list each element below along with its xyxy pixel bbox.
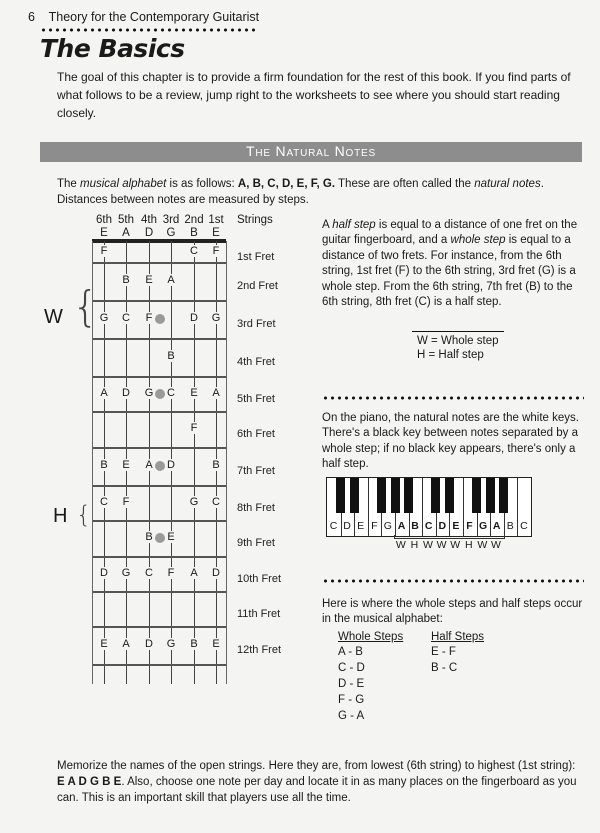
fret-note: G: [211, 312, 221, 324]
fret-note: E: [98, 638, 110, 650]
fret-note: A: [98, 387, 110, 399]
white-key-label: C: [329, 520, 338, 532]
strings-label: Strings: [237, 214, 273, 226]
fret-note: C: [98, 496, 110, 508]
fret-note: G: [166, 638, 176, 650]
running-title: Theory for the Contemporary Guitarist: [48, 10, 260, 24]
open-string-label: E: [212, 227, 220, 239]
fret-wire: [92, 556, 226, 558]
string-number-label: 1st: [208, 214, 224, 226]
black-key: [445, 478, 454, 513]
fret-label: 6th Fret: [237, 428, 275, 440]
fret-note: E: [143, 274, 155, 286]
fret-wire: [92, 411, 226, 413]
half-steps-header: Half Steps: [431, 631, 485, 643]
string-number-label: 3rd: [162, 214, 180, 226]
fret-wire: [92, 520, 226, 522]
fret-note: F: [210, 245, 222, 257]
step-label: W: [450, 539, 461, 551]
fret-note: B: [120, 274, 132, 286]
footer-paragraph: Memorize the names of the open strings. Here they are, from lowest (6th string) to highest (1st string): E A D G B E. Also, choose one note per day and locate it in as many places on the fingerboard as you can. This is an important skill that players use all the time.: [57, 760, 577, 804]
fret-note: D: [120, 387, 132, 399]
black-key: [350, 478, 359, 513]
section-title: The Natural Notes: [246, 143, 376, 159]
fret-label: 9th Fret: [237, 537, 275, 549]
fret-note: F: [98, 245, 110, 257]
white-key-label: D: [438, 520, 447, 532]
fret-note: B: [210, 459, 222, 471]
half-step-definition: A half step is equal to a distance of one fret on the guitar fingerboard, and a whole step is equal to a distance of two frets. For instance, from the 6th string, 1st fret (F) to the 6th string, 3rd fret (G) is a whole step. From the 6th string, 7th fret (B) to the 6th string, 8th fret (C) is a half step.: [322, 219, 578, 309]
page-number: 6: [28, 10, 35, 24]
open-string-label: B: [190, 227, 198, 239]
fretboard-edge-right: [226, 241, 227, 684]
white-key-label: G: [479, 520, 488, 532]
step-label: W: [436, 539, 447, 551]
step-label: W: [395, 539, 406, 551]
half-step-item: B - C: [431, 662, 458, 674]
steps-intro: Here is where the whole steps and half steps occur in the musical alphabet:: [322, 598, 583, 626]
piano-keyboard: [326, 477, 532, 537]
black-key: [486, 478, 495, 513]
fret-note: A: [165, 274, 177, 286]
fret-label: 4th Fret: [237, 356, 275, 368]
fret-note: C: [120, 312, 132, 324]
nut: [92, 239, 226, 243]
fret-label: 1st Fret: [237, 250, 275, 263]
whole-step-item: A - B: [338, 646, 363, 658]
fret-note: F: [120, 496, 132, 508]
fret-marker-dot: [155, 461, 165, 471]
step-label: W: [477, 539, 488, 551]
guitar-string: [194, 241, 195, 684]
fret-note: D: [143, 638, 155, 650]
string-number-label: 4th: [141, 214, 157, 226]
fret-marker-dot: [155, 389, 165, 399]
white-key-label: B: [506, 520, 514, 532]
fret-wire: [92, 338, 226, 340]
fret-wire: [92, 262, 226, 264]
white-key-label: E: [452, 520, 460, 532]
black-key: [499, 478, 508, 513]
fret-marker-dot: [155, 533, 165, 543]
fret-note: C: [165, 387, 177, 399]
steps-sentence: Distances between notes are measured by steps.: [57, 194, 309, 206]
fret-wire: [92, 591, 226, 593]
fret-wire: [92, 626, 226, 628]
step-label: H: [410, 539, 419, 551]
fret-note: G: [144, 386, 154, 399]
fret-note: A: [143, 459, 155, 471]
fret-wire: [92, 300, 226, 302]
black-key: [377, 478, 386, 513]
fret-note: A: [210, 387, 222, 399]
fret-note: G: [189, 495, 199, 508]
fret-note: E: [210, 638, 222, 650]
fret-note: C: [188, 245, 200, 257]
legend-whole: W = Whole step: [417, 335, 499, 347]
whole-step-item: F - G: [338, 694, 365, 706]
fret-wire: [92, 664, 226, 666]
black-key: [431, 478, 440, 513]
fret-note: G: [99, 312, 109, 324]
dotted-divider: [322, 396, 584, 400]
white-key-label: A: [492, 520, 501, 532]
whole-step-item: G - A: [338, 710, 365, 722]
fret-label: 8th Fret: [237, 501, 275, 514]
fret-note: B: [188, 638, 200, 650]
whole-steps-list: [338, 644, 365, 724]
whole-step-item: D - E: [338, 678, 365, 690]
fret-label: 11th Fret: [237, 607, 281, 620]
whole-step-brace: {: [72, 282, 99, 331]
white-key-label: A: [397, 520, 406, 532]
whole-steps-header: Whole Steps: [338, 631, 404, 643]
term-musical-alphabet: musical alphabet: [80, 178, 167, 190]
fret-note: D: [188, 312, 200, 324]
whole-step-item: C - D: [338, 662, 365, 674]
step-label: W: [423, 539, 433, 551]
open-string-label: G: [166, 227, 176, 239]
fret-label: 10th Fret: [237, 572, 282, 585]
fret-note: G: [121, 566, 131, 579]
fret-note: E: [188, 387, 200, 399]
open-strings-bold: E A D G B E: [57, 776, 122, 788]
white-key-label: E: [357, 520, 365, 532]
fret-note: D: [210, 567, 222, 579]
fret-note: F: [143, 312, 155, 324]
fret-note: A: [188, 567, 200, 579]
fret-note: B: [143, 531, 155, 543]
fret-label: 5th Fret: [237, 392, 275, 405]
open-string-label: D: [144, 227, 154, 239]
piano-paragraph: On the piano, the natural notes are the white keys. There's a black key between notes separated by a whole step; if no black key appears, there's only a half step.: [322, 412, 579, 471]
fret-label: 12th Fret: [237, 644, 282, 656]
fret-note: F: [188, 422, 200, 434]
black-key: [336, 478, 345, 513]
white-key-label: G: [383, 520, 392, 532]
legend-half: H = Half step: [417, 349, 484, 361]
fret-note: F: [165, 567, 177, 579]
step-label: W: [491, 539, 501, 551]
white-key-label: B: [411, 520, 419, 532]
string-number-label: 5th: [118, 214, 134, 226]
black-key: [404, 478, 413, 513]
fret-label: 7th Fret: [237, 465, 275, 477]
fret-note: B: [165, 350, 177, 362]
fret-note: C: [143, 567, 155, 579]
half-step-item: E - F: [431, 646, 456, 658]
intro-paragraph: The goal of this chapter is to provide a firm foundation for the rest of this book. If you find parts of what follows to be a review, jump right to the worksheets to see where you should start reading closely.: [57, 70, 571, 120]
half-steps-list: [431, 644, 457, 676]
half-step-brace: {: [76, 501, 92, 529]
black-key: [391, 478, 400, 513]
fret-note: B: [98, 459, 110, 471]
whole-step-marker: W: [44, 306, 63, 328]
white-key-label: F: [371, 520, 378, 532]
fret-marker-dot: [155, 314, 165, 324]
term-natural-notes: natural notes: [474, 178, 541, 190]
fret-wire: [92, 485, 226, 487]
fret-note: E: [165, 531, 177, 543]
highlight-bracket: [394, 535, 505, 539]
fret-note: C: [210, 496, 222, 508]
fret-wire: [92, 376, 226, 378]
step-label: H: [465, 539, 473, 551]
white-key-label: C: [424, 520, 433, 532]
open-string-label: E: [100, 227, 108, 239]
fret-note: A: [120, 638, 132, 650]
fret-label: 3rd Fret: [237, 318, 276, 330]
legend-rule: [412, 331, 504, 332]
fret-note: D: [98, 567, 110, 579]
fret-label: 2nd Fret: [237, 280, 278, 292]
alphabet-paragraph: The musical alphabet is as follows: A, B, C, D, E, F, G. These are often called the natural notes. Distances between notes are measured by steps.: [57, 178, 544, 206]
fret-note: D: [165, 459, 177, 471]
black-key: [472, 478, 481, 513]
string-number-label: 2nd: [184, 214, 204, 226]
open-string-label: A: [122, 227, 130, 239]
white-key-label: F: [466, 520, 473, 532]
white-key-label: C: [520, 520, 528, 532]
fret-note: E: [120, 459, 132, 471]
alphabet-letters: A, B, C, D, E, F, G.: [237, 178, 336, 190]
half-step-marker: H: [53, 505, 68, 527]
fret-wire: [92, 447, 226, 449]
white-key-label: D: [343, 520, 351, 532]
dotted-divider-2: [322, 579, 584, 583]
string-number-label: 6th: [96, 214, 112, 226]
chapter-title: The Basics: [40, 34, 185, 63]
